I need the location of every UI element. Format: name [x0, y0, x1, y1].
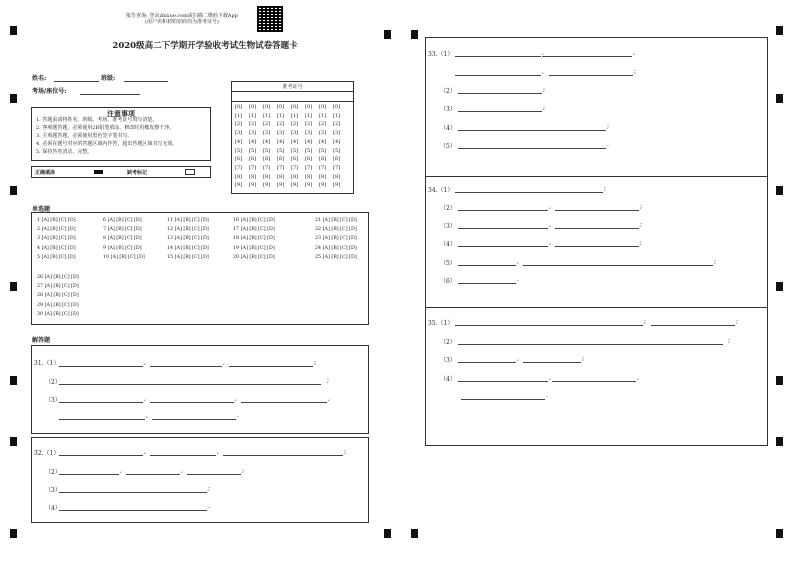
exam-digit-bubble[interactable]: [7] [333, 164, 341, 171]
exam-digit-bubble[interactable]: [7] [249, 164, 257, 171]
single-choice-item[interactable] [37, 293, 79, 298]
exam-digit-bubble[interactable]: [4] [235, 138, 243, 145]
exam-digit-bubble[interactable]: [8] [263, 173, 271, 180]
question-number: 14 [167, 245, 175, 251]
q31-blank[interactable] [229, 366, 313, 367]
single-choice-item[interactable] [315, 255, 357, 260]
exam-digit-bubble[interactable]: [2] [291, 121, 299, 128]
exam-digit-bubble[interactable]: [6] [263, 156, 271, 163]
room-seat-label: 考场/座位号: [32, 88, 67, 95]
question-number: 5 [37, 254, 42, 260]
single-choice-item[interactable] [37, 275, 79, 280]
single-choice-item[interactable] [103, 227, 142, 232]
alignment-mark [776, 94, 783, 103]
question-number: 13 [167, 236, 175, 242]
q33-blank[interactable] [458, 93, 542, 94]
single-choice-item[interactable] [233, 236, 275, 241]
alignment-mark [384, 30, 391, 39]
q35-blank[interactable] [458, 362, 516, 363]
question-number: 6 [103, 218, 108, 223]
q33-blank[interactable] [458, 148, 606, 149]
q32-part3-label: （3） [45, 487, 61, 494]
q34-part2-label: （2） [440, 205, 456, 212]
option-bubbles[interactable]: [A] [B] [C] [D] [240, 218, 275, 223]
option-bubbles[interactable]: [A] [B] [C] [D] [44, 302, 79, 308]
q32-blank[interactable] [126, 474, 180, 475]
alignment-mark [384, 529, 391, 538]
q32-blank[interactable] [187, 474, 241, 475]
exam-digit-bubble[interactable]: [5] [235, 147, 243, 154]
exam-digit-bubble[interactable]: [0] [249, 104, 257, 110]
option-bubbles[interactable]: [A] [B] [C] [D] [174, 218, 209, 223]
exam-digit-bubble[interactable]: [1] [235, 112, 243, 119]
exam-digit-bubble[interactable]: [9] [277, 182, 285, 189]
q31-blank[interactable] [150, 402, 234, 403]
option-bubbles[interactable]: [A] [B] [C] [D] [322, 236, 357, 242]
option-bubbles[interactable]: [A] [B] [C] [D] [41, 254, 76, 260]
q33-part5-label: （5） [440, 143, 456, 150]
exam-digit-bubble[interactable]: [9] [263, 182, 271, 189]
question-number: 17 [233, 227, 241, 233]
alignment-mark [10, 26, 17, 35]
note-item: 1. 答题前请将姓名、班级、考场、准考证号填写清楚。 [36, 117, 158, 123]
right-answer-box: 33.（1） , , , ; （2） ; （3） ; （4） ; （5） . 34.（1） ; （2） , ; （3） , ; （4） , ; （5） , ; （6） . 35.（1） ; ; （2） ; （3） , ; （4） , , . [425, 37, 768, 446]
single-choice-item[interactable] [315, 227, 357, 232]
q32-blank[interactable] [59, 510, 207, 511]
alignment-mark [776, 282, 783, 291]
q34-blank[interactable] [555, 210, 639, 211]
option-bubbles[interactable]: [A] [B] [C] [D] [44, 275, 79, 280]
q35-part1-label: 35.（1） [428, 320, 454, 327]
option-bubbles[interactable]: [A] [B] [C] [D] [107, 227, 142, 233]
qr-code-icon [257, 6, 283, 32]
room-seat-field[interactable] [80, 94, 140, 95]
exam-digit-bubble[interactable]: [9] [291, 182, 299, 189]
alignment-mark [776, 437, 783, 446]
alignment-mark [776, 376, 783, 385]
question-number: 9 [103, 245, 108, 251]
exam-digit-bubble[interactable]: [3] [263, 130, 271, 137]
question-number: 12 [167, 227, 175, 233]
exam-digit-bubble[interactable]: [0] [263, 104, 271, 110]
exam-digit-bubble[interactable]: [8] [291, 173, 299, 180]
question-number: 15 [167, 254, 175, 260]
question-number: 27 [37, 284, 45, 290]
question-number: 26 [37, 275, 45, 280]
exam-digit-bubble[interactable]: [5] [249, 147, 257, 154]
exam-digit-bubble[interactable]: [7] [319, 164, 327, 171]
single-choice-item[interactable] [233, 227, 275, 232]
q34-blank[interactable] [455, 192, 603, 193]
option-bubbles[interactable]: [A] [B] [C] [D] [41, 236, 76, 242]
option-bubbles[interactable]: [A] [B] [C] [D] [174, 254, 209, 260]
question-number: 11 [167, 218, 175, 223]
question-number: 20 [233, 254, 241, 260]
exam-digit-bubble[interactable]: [1] [249, 112, 257, 119]
alignment-mark [776, 186, 783, 195]
option-bubbles[interactable]: [A] [B] [C] [D] [107, 236, 142, 242]
q32-blank[interactable] [150, 455, 216, 456]
single-choice-item[interactable] [37, 255, 76, 260]
single-choice-item[interactable] [103, 218, 142, 223]
q35-blank[interactable] [523, 362, 581, 363]
name-label: 姓名: [32, 75, 47, 82]
exam-digit-bubble[interactable]: [3] [291, 130, 299, 137]
option-bubbles[interactable]: [A] [B] [C] [D] [240, 245, 275, 251]
absent-checkbox[interactable] [185, 169, 195, 175]
q31-blank[interactable] [241, 402, 327, 403]
exam-digit-bubble[interactable]: [5] [319, 147, 327, 154]
exam-digit-bubble[interactable]: [0] [277, 104, 285, 110]
page-title: 2020级高二下学期开学验收考试生物试卷答题卡 [112, 41, 298, 51]
exam-digit-bubble[interactable]: [3] [305, 130, 313, 137]
exam-digit-bubble[interactable]: [8] [249, 173, 257, 180]
exam-digit-bubble[interactable]: [3] [277, 130, 285, 137]
q34-blank[interactable] [458, 265, 516, 266]
q31-blank[interactable] [59, 384, 321, 385]
absent-mark-label: 缺考标记 [127, 170, 148, 176]
q32-part1-label: 32.（1） [34, 450, 60, 457]
class-field[interactable] [124, 81, 168, 82]
q35-blank[interactable] [458, 344, 723, 345]
option-bubbles[interactable]: [A] [B] [C] [D] [322, 227, 357, 233]
exam-digit-bubble[interactable]: [1] [333, 112, 341, 119]
q35-part4-label: （4） [440, 376, 456, 383]
exam-digit-bubble[interactable]: [4] [263, 138, 271, 145]
question-number: 18 [233, 236, 241, 242]
alignment-mark [411, 30, 418, 39]
exam-digit-bubble[interactable]: [6] [235, 156, 243, 163]
question-number: 30 [37, 311, 45, 317]
alignment-mark [10, 529, 17, 538]
exam-digit-bubble[interactable]: [8] [333, 173, 341, 180]
q33-blank[interactable] [455, 56, 541, 57]
option-bubbles[interactable]: [A] [B] [C] [D] [240, 227, 275, 233]
exam-digit-bubble[interactable]: [5] [263, 147, 271, 154]
single-choice-item[interactable] [37, 218, 76, 223]
q31-blank[interactable] [59, 402, 143, 403]
q34-blank[interactable] [523, 265, 713, 266]
q33-part3-label: （3） [440, 106, 456, 113]
option-bubbles[interactable]: [A] [B] [C] [D] [44, 284, 79, 290]
exam-digit-bubble[interactable]: [8] [235, 173, 243, 180]
q34-part1-label: 34.（1） [428, 187, 454, 194]
exam-digit-bubble[interactable]: [9] [235, 182, 243, 189]
exam-digit-bubble[interactable]: [7] [305, 164, 313, 171]
q35-blank[interactable] [458, 381, 548, 382]
question-number: 7 [103, 227, 108, 233]
exam-digit-bubble[interactable]: [2] [319, 121, 327, 128]
q34-blank[interactable] [458, 246, 548, 247]
question-number: 8 [103, 236, 108, 242]
notes-title: 注意事项 [107, 109, 135, 118]
exam-digit-bubble[interactable]: [2] [263, 121, 271, 128]
note-item: 5. 保持答卷清洁、完整。 [36, 149, 93, 155]
option-bubbles[interactable]: [A] [B] [C] [D] [110, 254, 145, 260]
question-number: 25 [315, 254, 323, 260]
q34-blank[interactable] [458, 210, 548, 211]
exam-digit-bubble[interactable]: [6] [277, 156, 285, 163]
q35-blank[interactable] [461, 399, 545, 400]
single-choice-box [31, 212, 369, 325]
q34-part5-label: （5） [440, 260, 456, 267]
q33-part2-label: （2） [440, 88, 456, 95]
option-bubbles[interactable]: [A] [B] [C] [D] [240, 254, 275, 260]
note-item: 4. 必须在题号对应的答题区域内作答，超出答题区域书写无效。 [36, 141, 178, 147]
exam-digit-bubble[interactable]: [4] [305, 138, 313, 145]
question-number: 19 [233, 245, 241, 251]
q33-blank[interactable] [458, 111, 542, 112]
exam-digit-bubble[interactable]: [8] [277, 173, 285, 180]
exam-digit-bubble[interactable]: [5] [333, 147, 341, 154]
option-bubbles[interactable]: [A] [B] [C] [D] [41, 227, 76, 233]
alignment-mark [10, 437, 17, 446]
single-choice-item[interactable] [37, 312, 79, 317]
single-choice-item[interactable] [167, 236, 209, 241]
exam-digit-bubble[interactable]: [5] [277, 147, 285, 154]
exam-digit-bubble[interactable]: [4] [249, 138, 257, 145]
q35-blank[interactable] [651, 325, 735, 326]
q33-blank[interactable] [458, 130, 606, 131]
alignment-mark [411, 529, 418, 538]
option-bubbles[interactable]: [A] [B] [C] [D] [174, 236, 209, 242]
single-choice-item[interactable] [167, 227, 209, 232]
single-choice-item[interactable] [167, 255, 209, 260]
q34-blank[interactable] [458, 283, 516, 284]
exam-digit-bubble[interactable]: [6] [249, 156, 257, 163]
single-choice-title: 单选题 [32, 206, 51, 213]
q33-part4-label: （4） [440, 125, 456, 132]
single-choice-item[interactable] [233, 218, 275, 223]
question-number: 29 [37, 302, 45, 308]
single-choice-item[interactable] [37, 303, 79, 308]
alignment-mark [776, 26, 783, 35]
single-choice-item[interactable] [233, 246, 275, 251]
name-field[interactable] [54, 81, 99, 82]
exam-number-label: 准考证号 [282, 84, 303, 90]
exam-digit-bubble[interactable]: [3] [319, 130, 327, 137]
exam-digit-bubble[interactable]: [1] [263, 112, 271, 119]
exam-digit-bubble[interactable]: [0] [305, 104, 313, 110]
question-number: 24 [315, 245, 323, 251]
single-choice-item[interactable] [315, 218, 357, 223]
q31-box: 31.（1） , , ; （2） ; （3） , , , , . [31, 345, 369, 434]
q32-box: 32.（1） , , ; （2） , , ; （3） ; （4） . [31, 437, 369, 523]
question-number: 28 [37, 293, 45, 299]
single-choice-item[interactable] [37, 236, 76, 241]
notes-box [31, 107, 211, 161]
exam-digit-bubble[interactable]: [7] [291, 164, 299, 171]
question-number: 3 [37, 236, 42, 242]
exam-digit-bubble[interactable]: [7] [263, 164, 271, 171]
exam-digit-bubble[interactable]: [0] [291, 104, 299, 110]
q32-blank[interactable] [59, 474, 119, 475]
exam-digit-bubble[interactable]: [9] [249, 182, 257, 189]
question-number: 2 [37, 227, 42, 233]
single-choice-item[interactable] [103, 246, 142, 251]
note-item: 3. 主观题答题，必须使用黑色签字笔书写。 [36, 133, 133, 139]
q31-part1-label: 31.（1） [34, 360, 60, 367]
exam-digit-bubble[interactable]: [9] [333, 182, 341, 189]
alignment-mark [10, 282, 17, 291]
single-choice-item[interactable] [167, 218, 209, 223]
exam-digit-bubble[interactable]: [8] [319, 173, 327, 180]
question-number: 21 [315, 218, 323, 223]
q31-blank[interactable] [150, 366, 222, 367]
exam-digit-bubble[interactable]: [9] [305, 182, 313, 189]
question-number: 23 [315, 236, 323, 242]
exam-digit-bubble[interactable]: [5] [305, 147, 313, 154]
option-bubbles[interactable]: [A] [B] [C] [D] [174, 245, 209, 251]
class-label: 班级: [101, 75, 116, 82]
q31-part2-label: （2） [45, 379, 61, 386]
q34-blank[interactable] [555, 246, 639, 247]
q34-part6-label: （6） [440, 278, 456, 285]
q31-part3-label: （3） [45, 397, 61, 404]
report-notice-sub: (用户名和初始密码均为准考证号) [145, 19, 219, 25]
question-number: 4 [37, 245, 42, 251]
exam-digit-bubble[interactable]: [6] [305, 156, 313, 163]
exam-digit-bubble[interactable]: [1] [277, 112, 285, 119]
option-bubbles[interactable]: [A] [B] [C] [D] [322, 245, 357, 251]
q32-blank[interactable] [59, 455, 143, 456]
single-choice-item[interactable] [103, 255, 145, 260]
exam-digit-bubble[interactable]: [5] [291, 147, 299, 154]
exam-digit-bubble[interactable]: [7] [277, 164, 285, 171]
note-item: 2. 客观题答题，必须使用2B铅笔填涂，修改时用橡皮擦干净。 [36, 125, 175, 131]
q34-blank[interactable] [555, 228, 639, 229]
option-bubbles[interactable]: [A] [B] [C] [D] [322, 254, 357, 260]
alignment-mark [776, 529, 783, 538]
question-number: 10 [103, 254, 111, 260]
exam-digit-bubble[interactable]: [4] [333, 138, 341, 145]
single-choice-item[interactable] [167, 246, 209, 251]
exam-digit-bubble[interactable]: [0] [319, 104, 327, 110]
q32-blank[interactable] [59, 492, 207, 493]
question-number: 22 [315, 227, 323, 233]
exam-digit-bubble[interactable]: [1] [319, 112, 327, 119]
exam-digit-bubble[interactable]: [4] [291, 138, 299, 145]
exam-digit-bubble[interactable]: [6] [291, 156, 299, 163]
exam-digit-bubble[interactable]: [2] [277, 121, 285, 128]
single-choice-item[interactable] [315, 236, 357, 241]
q33-blank[interactable] [542, 56, 632, 57]
q35-part3-label: （3） [440, 357, 456, 364]
exam-digit-bubble[interactable]: [6] [319, 156, 327, 163]
exam-number-grid[interactable] [235, 103, 347, 190]
option-bubbles[interactable]: [A] [B] [C] [D] [322, 218, 357, 223]
q33-blank[interactable] [549, 75, 633, 76]
filled-box-icon [94, 170, 103, 174]
q32-part2-label: （2） [45, 469, 61, 476]
option-bubbles[interactable]: [A] [B] [C] [D] [174, 227, 209, 233]
exam-digit-bubble[interactable]: [6] [333, 156, 341, 163]
q33-blank[interactable] [455, 75, 541, 76]
alignment-mark [10, 94, 17, 103]
q31-blank[interactable] [59, 419, 145, 420]
q33-part1-label: 33.（1） [428, 51, 454, 58]
option-bubbles[interactable]: [A] [B] [C] [D] [41, 245, 76, 251]
exam-digit-bubble[interactable]: [3] [333, 130, 341, 137]
exam-digit-bubble[interactable]: [8] [305, 173, 313, 180]
exam-digit-bubble[interactable]: [3] [235, 130, 243, 137]
alignment-mark [10, 186, 17, 195]
q31-blank[interactable] [152, 419, 236, 420]
exam-digit-bubble[interactable]: [2] [235, 121, 243, 128]
exam-number-box [231, 81, 354, 194]
alignment-mark [10, 376, 17, 385]
exam-digit-bubble[interactable]: [1] [291, 112, 299, 119]
exam-digit-bubble[interactable]: [2] [333, 121, 341, 128]
option-bubbles[interactable]: [A] [B] [C] [D] [44, 311, 79, 317]
answer-section-title: 解答题 [32, 337, 51, 344]
exam-digit-bubble[interactable]: [4] [319, 138, 327, 145]
q34-part4-label: （4） [440, 241, 456, 248]
single-choice-item[interactable] [103, 236, 142, 241]
exam-digit-bubble[interactable]: [7] [235, 164, 243, 171]
exam-digit-bubble[interactable]: [0] [333, 104, 341, 110]
q32-part4-label: （4） [45, 505, 61, 512]
single-choice-item[interactable] [37, 284, 79, 289]
exam-digit-bubble[interactable]: [4] [277, 138, 285, 145]
exam-digit-bubble[interactable]: [2] [249, 121, 257, 128]
option-bubbles[interactable]: [A] [B] [C] [D] [107, 245, 142, 251]
option-bubbles[interactable]: [A] [B] [C] [D] [44, 293, 79, 299]
q35-blank[interactable] [552, 381, 636, 382]
q31-blank[interactable] [59, 366, 143, 367]
option-bubbles[interactable]: [A] [B] [C] [D] [107, 218, 142, 223]
question-number: 1 [37, 218, 42, 223]
q34-part3-label: （3） [440, 223, 456, 230]
single-choice-item[interactable] [315, 246, 357, 251]
exam-digit-bubble[interactable]: [9] [319, 182, 327, 189]
q34-blank[interactable] [458, 228, 548, 229]
fill-example-box [31, 166, 211, 178]
exam-digit-bubble[interactable]: [0] [235, 104, 243, 110]
exam-digit-bubble[interactable]: [2] [305, 121, 313, 128]
single-choice-item[interactable] [37, 227, 76, 232]
single-choice-item[interactable] [37, 246, 76, 251]
exam-digit-bubble[interactable]: [1] [305, 112, 313, 119]
single-choice-item[interactable] [233, 255, 275, 260]
option-bubbles[interactable]: [A] [B] [C] [D] [240, 236, 275, 242]
correct-fill-label: 正确填涂 [35, 170, 56, 176]
q32-blank[interactable] [223, 455, 343, 456]
question-number: 16 [233, 218, 241, 223]
q35-blank[interactable] [455, 325, 643, 326]
q35-part2-label: （2） [440, 339, 456, 346]
exam-digit-bubble[interactable]: [3] [249, 130, 257, 137]
option-bubbles[interactable]: [A] [B] [C] [D] [41, 218, 76, 223]
report-notice: 报告查询: 登录zhixue.com或扫描二维码下载App [126, 13, 238, 19]
